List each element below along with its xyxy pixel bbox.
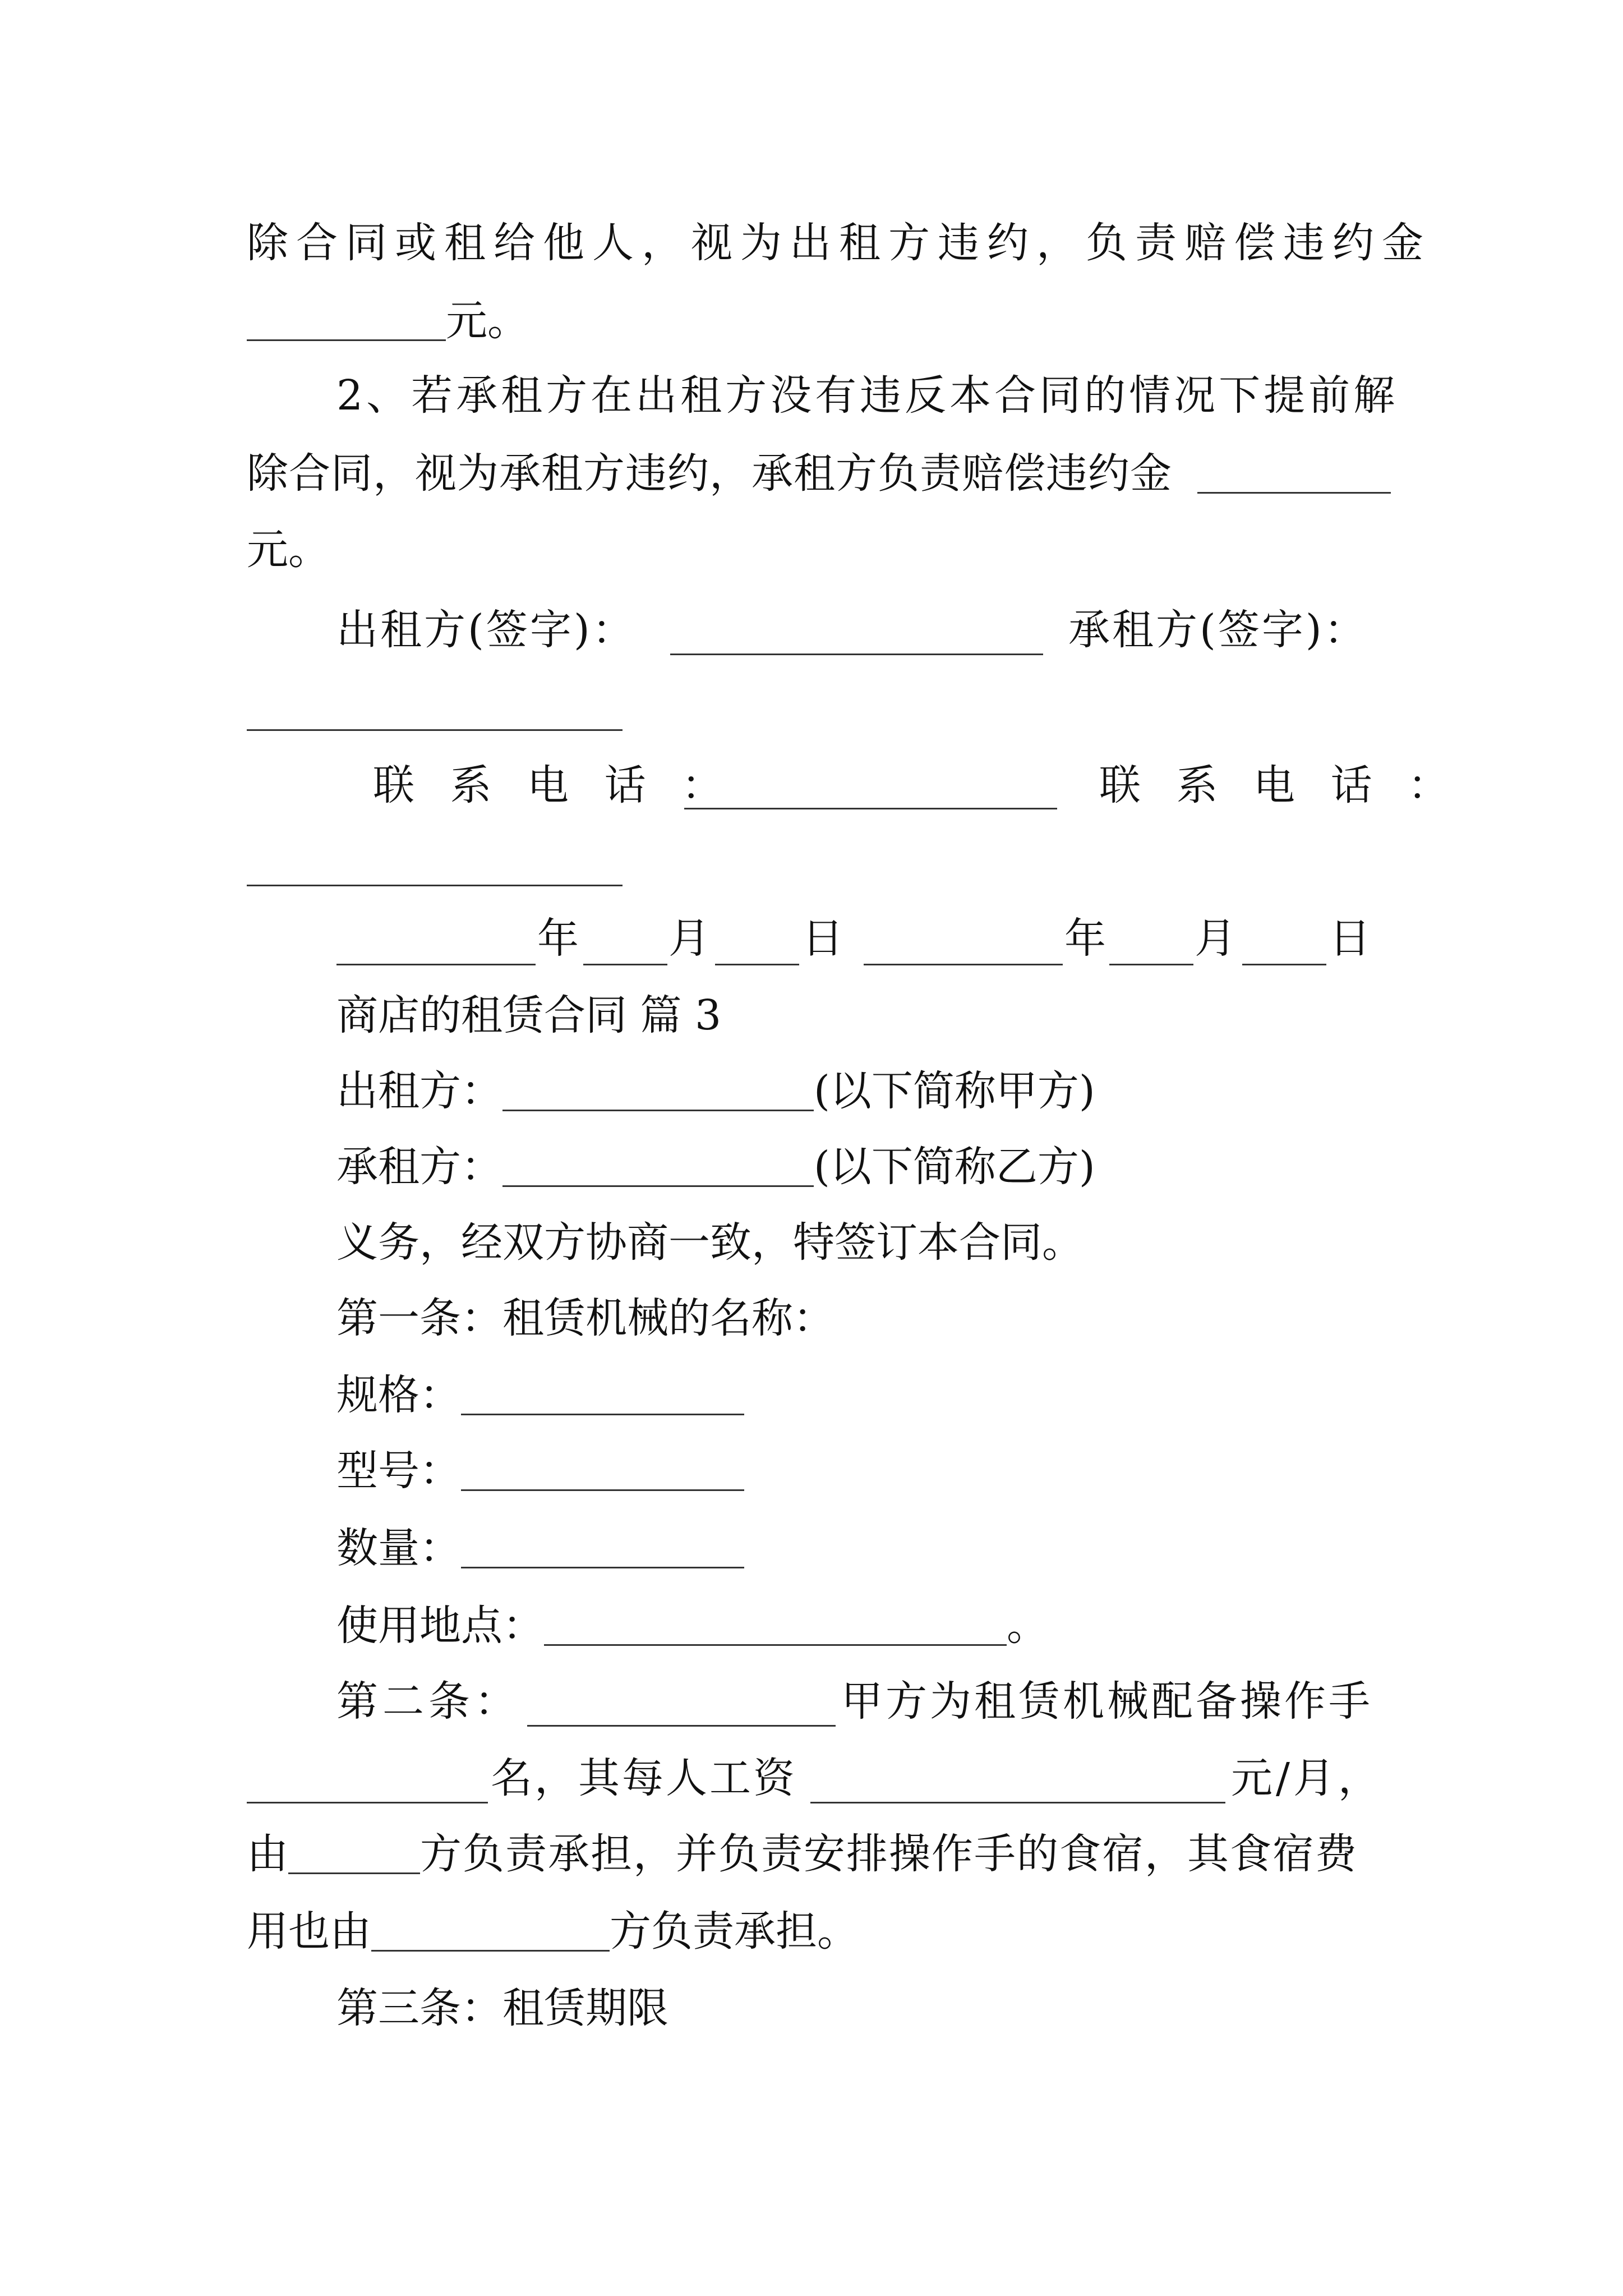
location-row — [336, 1598, 1048, 1654]
article-1-text: 第一条：租赁机械的名称： — [336, 1294, 834, 1342]
quantity-blank[interactable] — [461, 1527, 744, 1568]
paragraph-1-text: 除合同或租给他人，视为出租方违约，负责赔偿违约金 — [247, 219, 1431, 267]
spec-label: 规格： — [336, 1371, 461, 1419]
penalty-amount-blank-1[interactable] — [247, 300, 446, 341]
article-2-text: 甲方为租赁机械配备操作手 — [841, 1677, 1373, 1726]
article-2-line-2-a — [491, 1750, 797, 1806]
paragraph-2-line-2 — [247, 445, 1391, 501]
quantity-label: 数量： — [336, 1524, 461, 1572]
lessor-label: 出租方： — [336, 1067, 502, 1115]
lessee-sign-blank[interactable] — [247, 729, 623, 731]
paragraph-2-text-2: 除合同，视为承租方违约，承租方负责赔偿违约金 — [247, 449, 1172, 498]
article-3-text: 第三条：租赁期限 — [336, 1984, 668, 2032]
month-label-1-wrap — [668, 910, 710, 967]
operator-count-blank[interactable] — [247, 1802, 488, 1803]
article-2-line-2-b — [1231, 1750, 1383, 1806]
lessee-label: 承租方： — [336, 1143, 502, 1191]
lessee-sign-label-wrap — [1068, 602, 1368, 658]
month-blank-1[interactable] — [583, 964, 667, 965]
section-title — [336, 987, 721, 1043]
article-2-l4-a: 用也由 — [247, 1907, 371, 1955]
year-label-1-wrap — [537, 910, 579, 967]
day-blank-1[interactable] — [715, 964, 799, 965]
article-2-text-wrap — [841, 1673, 1373, 1729]
phone-label-2-wrap — [1099, 757, 1460, 813]
yuan-suffix-1: 元。 — [446, 297, 529, 345]
model-row — [336, 1443, 744, 1499]
article-2-l2-a: 名，其每人工资 — [491, 1754, 797, 1802]
article-2-l3-a: 由 — [247, 1830, 288, 1878]
model-label: 型号： — [336, 1447, 461, 1495]
spec-row — [336, 1367, 744, 1423]
phone-label-2: 联 系 电 话 ： — [1099, 761, 1461, 809]
paragraph-1-line-1 — [247, 215, 1431, 271]
paragraph-1-line-2 — [247, 293, 529, 349]
spec-blank[interactable] — [461, 1374, 744, 1415]
paragraph-2-line-1 — [336, 367, 1399, 424]
lessor-suffix: (以下简称甲方) — [814, 1067, 1095, 1115]
year-blank-1[interactable] — [336, 964, 536, 965]
day-label-1-wrap — [802, 910, 843, 967]
day-label-2-wrap — [1329, 910, 1371, 967]
paragraph-2-line-3 — [247, 522, 330, 578]
month-label-2: 月 — [1195, 914, 1236, 963]
article-3 — [336, 1980, 668, 2036]
section-title-text: 商店的租赁合同 篇 3 — [336, 991, 722, 1039]
article-2-l3-b: 方负责承担，并负责安排操作手的食宿，其食宿费 — [420, 1830, 1358, 1878]
model-blank[interactable] — [461, 1450, 744, 1491]
quantity-row — [336, 1520, 744, 1576]
day-blank-2[interactable] — [1242, 964, 1326, 965]
penalty-amount-blank-2[interactable] — [1197, 453, 1391, 494]
article-2-blank-a[interactable] — [527, 1725, 836, 1727]
agreement-line — [336, 1214, 1083, 1271]
month-label-2-wrap — [1195, 910, 1236, 967]
article-2-l2-b: 元/月， — [1231, 1754, 1383, 1802]
lessee-sign-label: 承租方(签字)： — [1068, 606, 1368, 654]
month-label-1: 月 — [668, 914, 710, 963]
lessee-phone-blank[interactable] — [247, 885, 623, 886]
lessor-sign-label: 出租方(签字)： — [336, 606, 636, 654]
lessee-suffix: (以下简称乙方) — [814, 1143, 1095, 1191]
article-2-line-4 — [247, 1903, 859, 1959]
wage-blank[interactable] — [810, 1802, 1225, 1803]
article-2-l4-b: 方负责承担。 — [610, 1907, 859, 1955]
wage-payer-blank[interactable] — [288, 1833, 420, 1874]
location-blank[interactable] — [544, 1605, 1007, 1646]
year-label-2-wrap — [1064, 910, 1106, 967]
year-blank-2[interactable] — [864, 964, 1063, 965]
location-label: 使用地点： — [336, 1602, 544, 1650]
day-label-1: 日 — [802, 914, 843, 963]
lessor-row — [336, 1063, 1095, 1119]
year-label-2: 年 — [1064, 914, 1106, 963]
yuan-suffix-2: 元。 — [247, 526, 330, 574]
agreement-text: 义务，经双方协商一致，特签订本合同。 — [336, 1218, 1083, 1267]
phone-label-1: 联 系 电 话 ： — [373, 761, 735, 809]
lessee-row — [336, 1139, 1095, 1195]
board-payer-blank[interactable] — [371, 1911, 610, 1952]
lessee-name-blank[interactable] — [502, 1146, 814, 1187]
location-suffix: 。 — [1007, 1602, 1048, 1650]
article-2-line-3 — [247, 1826, 1394, 1882]
day-label-2: 日 — [1329, 914, 1371, 963]
paragraph-2-text: 2、若承租方在出租方没有违反本合同的情况下提前解 — [336, 371, 1399, 420]
lessor-phone-blank[interactable] — [684, 808, 1057, 809]
lessor-name-blank[interactable] — [502, 1070, 814, 1111]
article-2-label: 第二条： — [336, 1677, 520, 1726]
lessor-sign-blank[interactable] — [670, 654, 1043, 655]
article-1 — [336, 1290, 834, 1346]
phone-label-1-wrap — [373, 757, 734, 813]
month-blank-2[interactable] — [1109, 964, 1193, 965]
year-label-1: 年 — [537, 914, 579, 963]
